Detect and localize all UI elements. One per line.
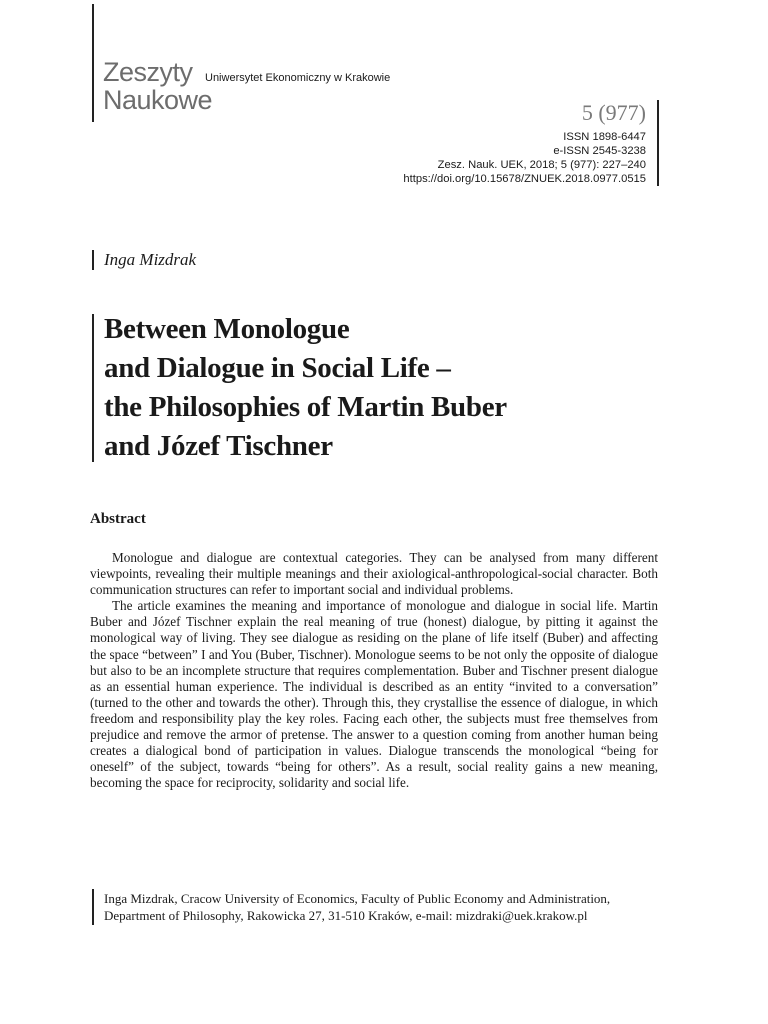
issn: ISSN 1898-6447	[563, 131, 646, 143]
header-left-rule	[92, 4, 94, 122]
title-line: Between Monologue	[104, 313, 350, 345]
eissn: e-ISSN 2545-3238	[553, 145, 646, 157]
affiliation-line: Inga Mizdrak, Cracow University of Economics, Faculty of Public Economy and Administration,	[104, 891, 611, 906]
author-rule	[92, 250, 94, 270]
article-title	[104, 310, 684, 466]
journal-logo	[103, 58, 212, 114]
issue-metadata	[403, 100, 646, 186]
publisher-name: Uniwersytet Ekonomiczny w Krakowie	[205, 72, 391, 84]
doi-link[interactable]: https://doi.org/10.15678/ZNUEK.2018.0977.0515	[403, 173, 646, 185]
abstract-paragraph: The article examines the meaning and importance of monologue and dialogue in social life. Martin Buber and Józef Tischner explain the real meaning of true (honest) dialogue, by pitting it against the monological way of living. They see dialogue as residing on the plane of life itself (Buber) and affecting the space “between” I and You (Buber, Tischner). Monologue seems to be not only the opposite of dialogue but also to be an incomplete structure that requires complementation. Buber and Tischner present dialogue as an essential human experience. The individual is described as an entity “invited to a conversation” (turned to the other and towards the other). Through this, they crystallise the essence of dialogue, in which freedom and responsibility play the key roles. Facing each other, the subjects must free themselves from prejudice and remove the armor of pretense. The answer to a question coming from another human being creates a dialogical bond of participation in values. Dialogue transcends the monological “being for oneself” of the subject, towards “being for others”. As a result, social reality gains a new meaning, becoming the space for reciprocity, solidarity and social life.	[90, 598, 658, 791]
affiliation-rule	[92, 889, 94, 925]
author-name: Inga Mizdrak	[104, 250, 197, 269]
abstract-paragraph: Monologue and dialogue are contextual categories. They can be analysed from many different viewpoints, revealing their multiple meanings and their axiological-anthropological-social character. Both communication structures can refer to important social and individual problems.	[90, 550, 658, 598]
issue-right-rule	[657, 100, 659, 186]
title-line: and Józef Tischner	[104, 430, 333, 462]
journal-name-line1: Zeszyty	[103, 57, 193, 87]
journal-name-line2: Naukowe	[103, 85, 213, 115]
issue-number: 5 (977)	[581, 100, 646, 125]
title-line: and Dialogue in Social Life –	[104, 352, 451, 384]
abstract-body	[90, 550, 658, 791]
title-rule	[92, 314, 94, 462]
affiliation-line: Department of Philosophy, Rakowicka 27, 31-510 Kraków, e-mail: mizdraki@uek.krakow.pl	[104, 908, 588, 923]
abstract-heading: Abstract	[90, 511, 146, 527]
title-line: the Philosophies of Martin Buber	[104, 391, 507, 423]
citation: Zesz. Nauk. UEK, 2018; 5 (977): 227–240	[437, 159, 646, 171]
author-affiliation	[104, 890, 664, 924]
